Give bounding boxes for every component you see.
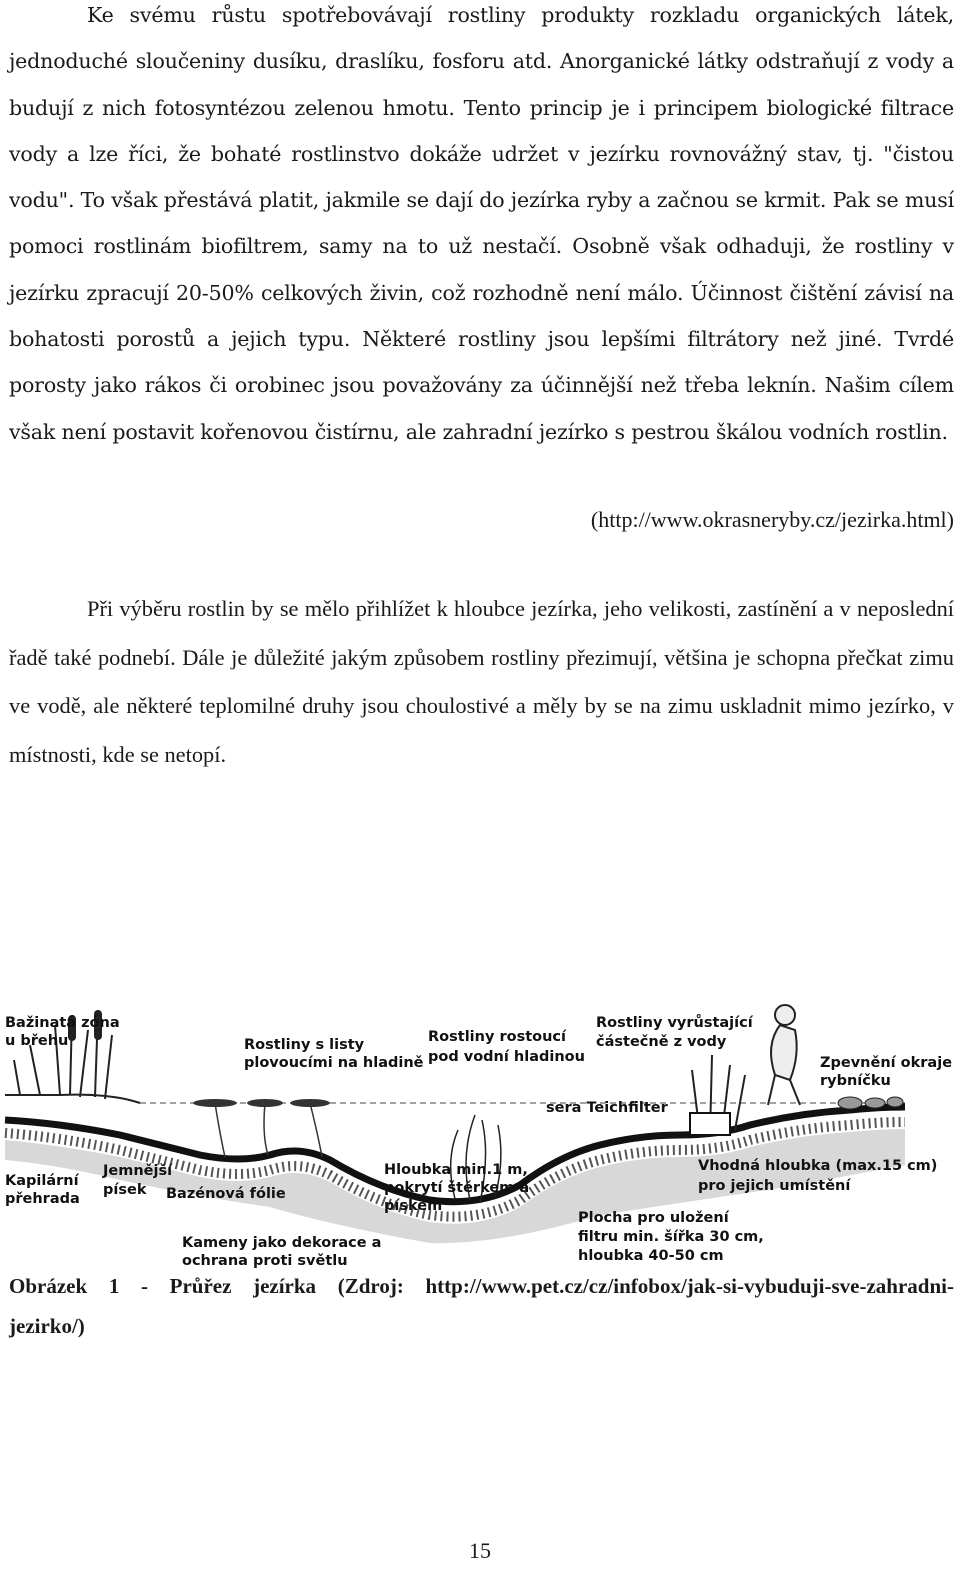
label-floating-plants-2: plovoucími na hladině [244,1055,424,1071]
filter-box-icon [690,1113,730,1135]
floating-leaves [193,1099,330,1107]
label-capillary-barrier: Kapilární [5,1173,79,1189]
label-depth: Hloubka min.1 m, [384,1162,528,1178]
paragraph-text: Při výběru rostlin by se mělo přihlížet k hloubce jezírka, jeho velikosti, zastínění a v neposlední řadě také podnebí. Dále je důležité jakým způsobem rostliny přezimují, většina je schopna přečkat zimu ve vodě, ale některé teplomilné druhy jsou choulostivé a měly by se na zimu uskladnit mimo jezírko, v místnosti, kde se netopí. [9,596,954,767]
paragraph-text: Ke svému růstu spotřebovávají rostliny produkty rozkladu organických látek, jednoduché sloučeniny dusíku, draslíku, fosforu atd. Anorganické látky odstraňují z vody a budují z nich fotosyntézou zelenou hmotu. Tento princip je i principem biologické filtrace vody a lze říci, že bohaté rostlinstvo dokáže udržet v jezírku rovnovážný stav, tj. "čistou vodu". To však přestává platit, jakmile se dají do jezírka ryby a začnou se krmit. Pak se musí pomoci rostlinám biofiltrem, samy na to už nestačí. Osobně však odhaduji, že rostliny v jezírku zpracují 20-50% celkových živin, což rozhodně není málo. Účinnost čištění závisí na bohatosti porostů a jejich typu. Některé rostliny jsou lepšími filtrátory než jiné. Tvrdé porosty jako rákos či orobinec jsou považovány za účinnější než třeba leknín. Našim cílem však není postavit kořenovou čistírnu, ale zahradní jezírko s pestrou škálou vodních rostlin. [9,3,954,444]
label-fine-sand: Jemnější [103,1163,173,1179]
label-emergent-plants: Rostliny vyrůstající [596,1015,753,1031]
label-fine-sand-2: písek [103,1182,147,1198]
label-bog-zone: Bažinatá zóna [5,1015,120,1031]
label-depth-2: pokrytí štěrkem a [384,1180,530,1196]
label-bank-reinforcement: Zpevnění okraje [820,1055,953,1071]
label-stones: Kameny jako dekorace a [182,1235,382,1251]
label-suitable-depth-2: pro jejich umístění [698,1178,851,1194]
label-suitable-depth: Vhodná hloubka (max.15 cm) [698,1158,938,1174]
label-submerged-plants-2: pod vodní hladinou [428,1049,585,1065]
pond-cross-section-drawing [0,985,960,1270]
label-stones-2: ochrana proti světlu [182,1253,348,1269]
label-depth-3: pískem [384,1198,443,1214]
label-floating-plants: Rostliny s listy [244,1037,365,1053]
decorative-stones [838,1097,903,1109]
source-citation: (http://www.okrasneryby.cz/jezirka.html) [590,507,954,532]
label-capillary-barrier-2: přehrada [5,1191,80,1207]
label-filter: sera Teichfilter [546,1100,668,1116]
label-filter-area: Plocha pro uložení [578,1210,729,1226]
pond-cross-section-figure [0,985,960,1270]
figure-caption [9,1266,954,1346]
label-filter-area-3: hloubka 40-50 cm [578,1248,724,1264]
gardener-figure-icon [768,1005,800,1105]
figure-caption-text: Obrázek 1 - Průřez jezírka (Zdroj: http://www.pet.cz/cz/infobox/jak-si-vybuduji-sve-zahradni-jezirko/) [9,1274,954,1338]
label-submerged-plants: Rostliny rostoucí [428,1029,566,1045]
label-pool-liner: Bazénová fólie [166,1186,286,1202]
label-emergent-plants-2: částečně z vody [596,1034,727,1050]
paragraph-plant-selection [9,585,954,779]
label-bank-reinforcement-2: rybníčku [820,1073,891,1089]
label-filter-area-2: filtru min. šířka 30 cm, [578,1229,764,1245]
label-bog-zone-2: u břehu [5,1033,69,1049]
page-number: 15 [469,1538,491,1563]
paragraph-plant-filtration [9,0,954,455]
ground-line [5,1095,140,1103]
